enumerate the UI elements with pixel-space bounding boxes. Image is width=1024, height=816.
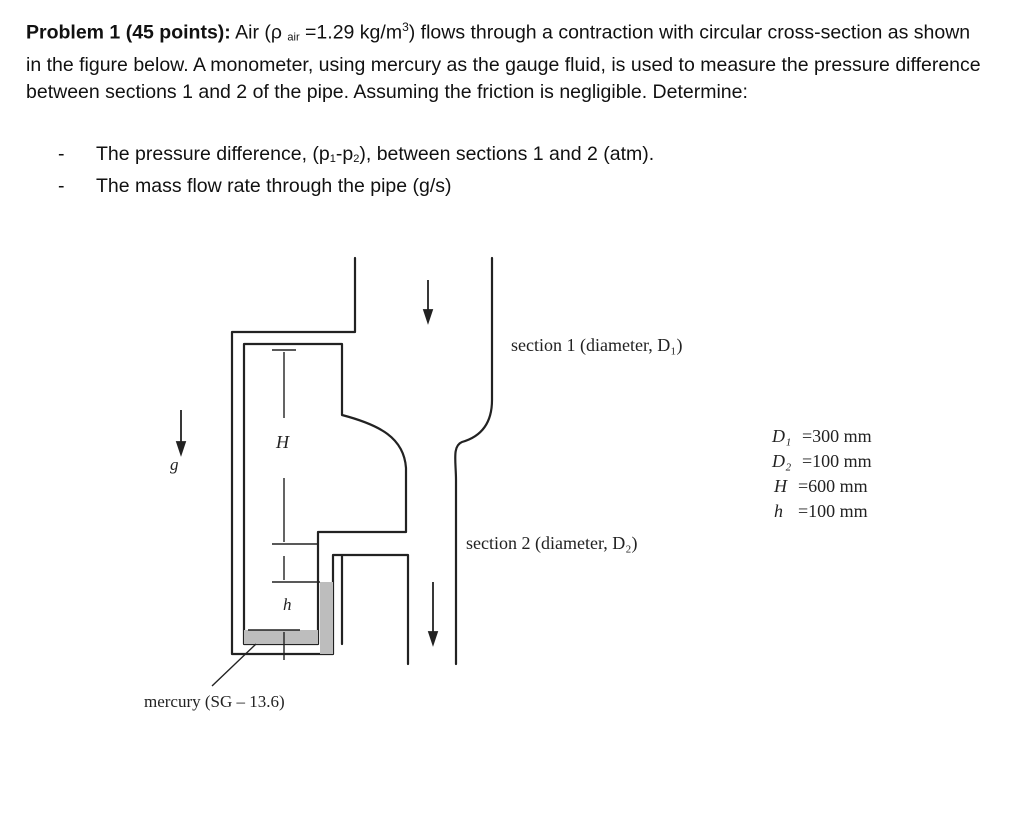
h-label: h xyxy=(283,595,292,614)
task-text-c: ), between sections 1 and 2 (atm). xyxy=(359,143,655,165)
given-H-val: =600 mm xyxy=(798,476,868,496)
p2-subscript: 2 xyxy=(353,153,360,165)
mercury-label: mercury (SG – 13.6) xyxy=(144,692,285,711)
given-h-sym: h xyxy=(774,501,783,521)
flow-arrow-top-head xyxy=(424,310,432,322)
problem-text-b: =1.29 kg/m xyxy=(299,21,403,44)
mercury-leader xyxy=(212,644,256,686)
cube-superscript: 3 xyxy=(402,20,409,34)
section2-label: section 2 (diameter, D₂) xyxy=(466,533,638,553)
task-text-b: -p xyxy=(335,143,354,165)
rho-subscript: air xyxy=(287,31,300,44)
task-text: The mass flow rate through the pipe (g/s) xyxy=(96,175,452,197)
pipe-right-wall xyxy=(455,258,492,664)
problem-text-a: Air (ρ xyxy=(230,21,288,44)
given-D2-sym: D₂ xyxy=(772,451,792,471)
problem-text-c: ) flows through a contraction with circular cross-section as shown in the figure below. A monometer, using mercury as the gauge fluid, is used to measure the pressure difference between sections 1 and 2 of the pipe. Assuming the friction is negligible. Determine: xyxy=(26,21,981,103)
gravity-arrow-head xyxy=(177,442,185,454)
given-h-val: =100 mm xyxy=(798,501,868,521)
given-H-sym: H xyxy=(774,476,787,496)
task-dash: - xyxy=(58,143,65,165)
flow-arrow-bottom-head xyxy=(429,632,437,644)
mercury-column xyxy=(320,582,333,654)
given-D2-val: =100 mm xyxy=(802,451,872,471)
task-dash: - xyxy=(58,175,65,197)
p1-subscript: 1 xyxy=(329,153,336,165)
given-D1-val: =300 mm xyxy=(802,426,872,446)
section1-label: section 1 (diameter, D₁) xyxy=(511,335,683,355)
task-text-a: The pressure difference, (p xyxy=(96,143,330,165)
mercury-fill xyxy=(244,630,318,644)
g-label: g xyxy=(170,455,179,474)
problem-heading: Problem 1 (45 points): xyxy=(26,21,231,44)
H-label: H xyxy=(276,432,289,452)
given-D1-sym: D₁ xyxy=(772,426,792,446)
